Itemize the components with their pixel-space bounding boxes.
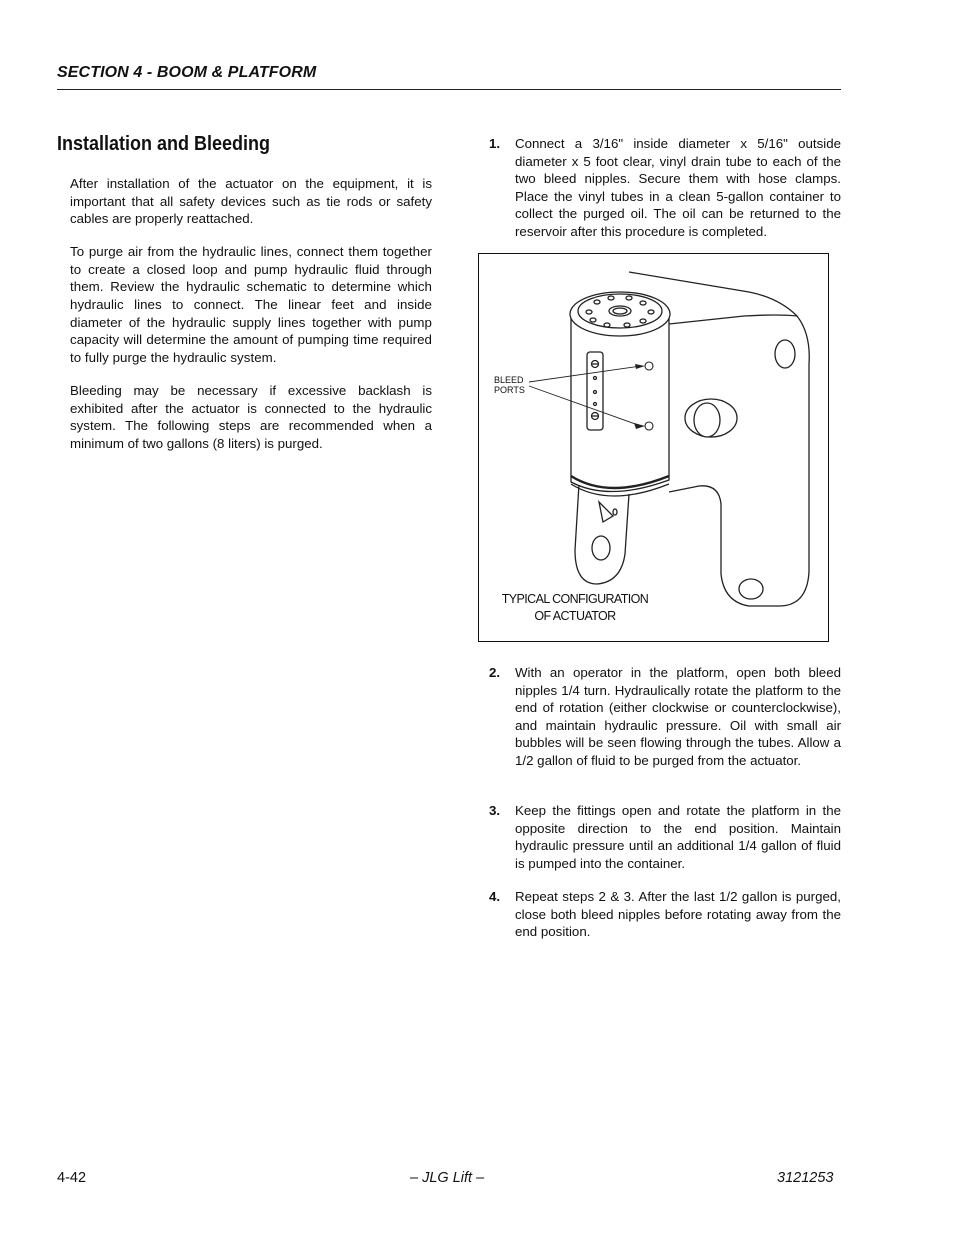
section-title: Installation and Bleeding (57, 133, 271, 155)
step-text: Connect a 3/16" inside diameter x 5/16" outside diameter x 5 foot clear, vinyl drain tube to each of the two bleed nipples. Secure them with hose clamps. Place the vinyl tubes in a clean 5-gallon container to collect the purged oil. The oil can be returned to the reservoir after this procedure is completed. (515, 136, 841, 239)
section-header: SECTION 4 - BOOM & PLATFORM (57, 64, 317, 81)
step-number: 1. (489, 136, 501, 151)
actuator-figure (478, 253, 829, 642)
step-number: 4. (489, 889, 501, 904)
page-number: 4-42 (57, 1170, 87, 1186)
step-3 (489, 802, 841, 872)
step-number: 3. (489, 803, 501, 818)
header-rule (57, 89, 841, 90)
footer-brand: – JLG Lift – (410, 1170, 485, 1186)
step-text: With an operator in the platform, open both bleed nipples 1/4 turn. Hydraulically rotate the platform to the end of rotation (either clockwise or counterclockwise), and maintain hydraulic pressure. Oil with small air bubbles will be seen flowing through the tubes. Allow a 1/2 gallon of fluid to be purged from the actuator. (515, 665, 841, 768)
figure-caption: TYPICAL CONFIGURATION OF ACTUATOR (501, 592, 649, 623)
paragraph-purge-air: To purge air from the hydraulic lines, connect them together to create a closed loop and pump hydraulic fluid through them. Review the hydraulic schematic to determine which hydraulic lines to connect. The linear feet and inside diameter of the hydraulic supply lines together with pump capacity will determine the amount of pumping time required to fully purge the hydraulic system. (70, 244, 432, 365)
paragraph-bleeding: Bleeding may be necessary if excessive backlash is exhibited after the actuator is connected to the hydraulic system. The following steps are recommended when a minimum of two gallons (8 liters) is purged. (70, 382, 432, 451)
step-text: Keep the fittings open and rotate the platform in the opposite direction to the end position. Maintain hydraulic pressure until an additional 1/4 gallon of fluid is pumped into the container. (515, 803, 841, 871)
left-column (70, 175, 432, 468)
document-number: 3121253 (777, 1170, 834, 1186)
step-number: 2. (489, 665, 501, 680)
actuator-drawing (479, 254, 829, 642)
step-2 (489, 664, 841, 770)
step-4 (489, 888, 841, 941)
bleed-ports-label: BLEED PORTS (494, 375, 525, 395)
step-text: Repeat steps 2 & 3. After the last 1/2 gallon is purged, close both bleed nipples before rotating away from the end position. (515, 889, 841, 940)
paragraph-safety: After installation of the actuator on the equipment, it is important that all safety devices such as tie rods or safety cables are properly reattached. (70, 176, 432, 227)
step-1 (489, 135, 841, 241)
